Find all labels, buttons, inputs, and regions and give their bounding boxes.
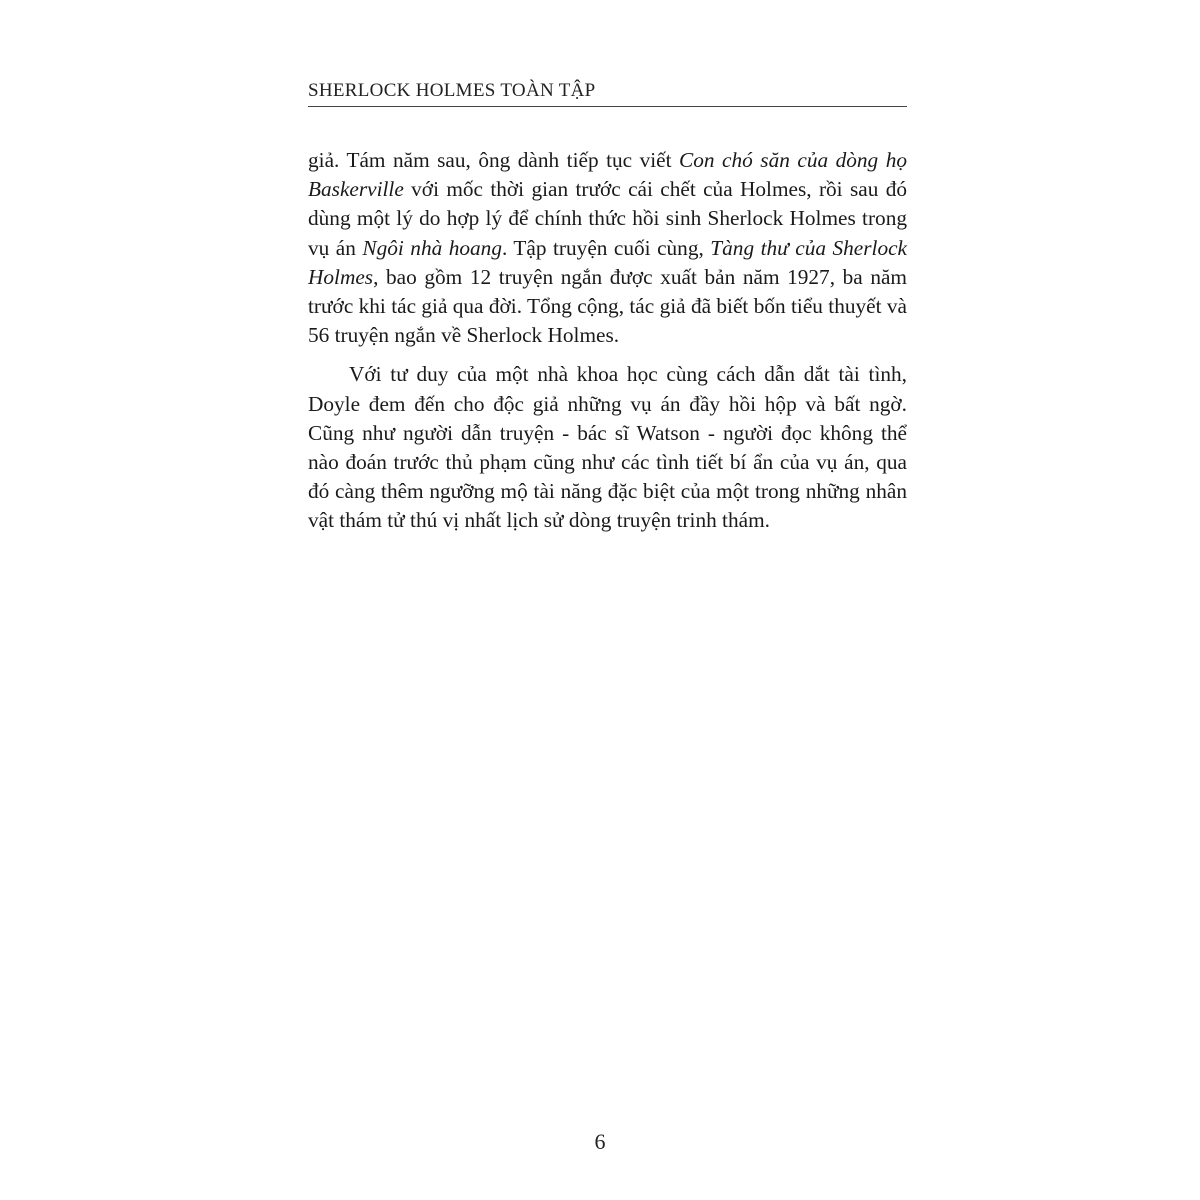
paragraph-1-italic-2: Ngôi nhà hoang xyxy=(362,235,502,260)
paragraph-1-text-2: với mốc thời gian trước cái chết của Holmes, rồi sau đó dùng một lý do hợp lý để chính thức hồi sinh Sherlock Holmes trong vụ án xyxy=(308,177,907,260)
paragraph-1-italic-1: Con chó săn của dòng họ Baskerville xyxy=(308,148,907,202)
paragraph-1-text-4: , bao gồm 12 truyện ngắn được xuất bản năm 1927, ba năm trước khi tác giả qua đời. Tổng cộng, tác giả đã biết bốn tiểu thuyết và 56 truyện ngắn về Sherlock Holmes. xyxy=(308,264,907,348)
body-text xyxy=(308,146,907,536)
running-header xyxy=(308,80,907,107)
page-number: 6 xyxy=(594,1129,606,1154)
paragraph-1-text-3: . Tập truyện cuối cùng, xyxy=(501,235,711,260)
paragraph-1 xyxy=(308,146,907,350)
running-title: SHERLOCK HOLMES TOÀN TẬP xyxy=(308,80,596,101)
paragraph-1-italic-3: Tàng thư của Sherlock Holmes xyxy=(308,235,908,289)
paragraph-2: Với tư duy của một nhà khoa học cùng cách dẫn dắt tài tình, Doyle đem đến cho độc giả những vụ án đầy hồi hộp và bất ngờ. Cũng như người dẫn truyện - bác sĩ Watson - người đọc không thể nào đoán trước thủ phạm cũng như các tình tiết bí ẩn của vụ án, qua đó càng thêm ngưỡng mộ tài năng đặc biệt của một trong những nhân vật thám tử thú vị nhất lịch sử dòng truyện trinh thám. xyxy=(308,362,907,533)
paragraph-1-text-1: giả. Tám năm sau, ông dành tiếp tục viết xyxy=(308,148,680,172)
